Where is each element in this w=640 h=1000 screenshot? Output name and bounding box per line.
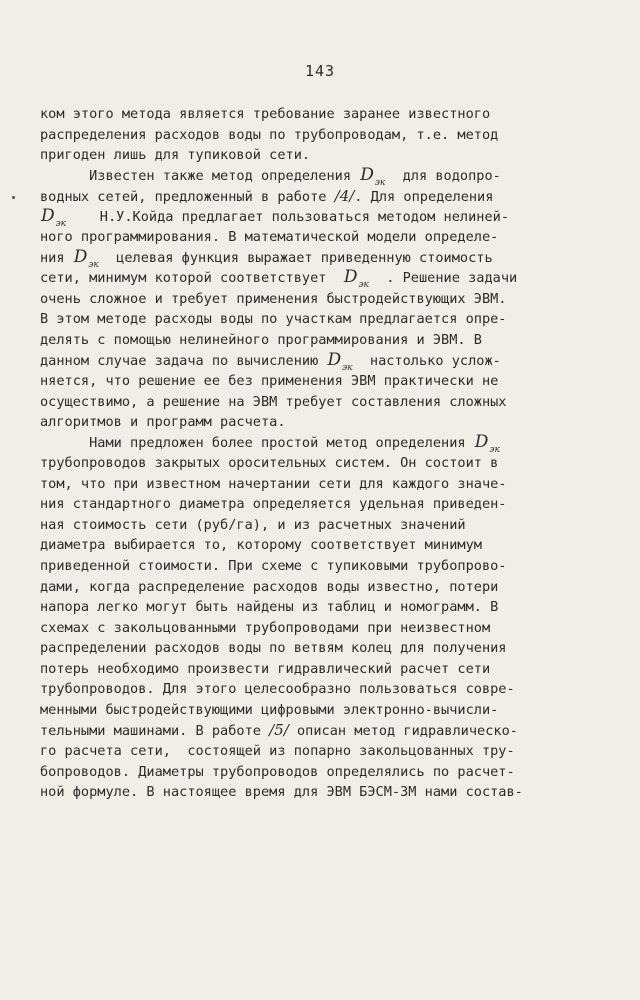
line-text: водных сетей, предложенный в работе: [40, 189, 335, 206]
text-line: [40, 166, 600, 187]
text-line: [40, 535, 600, 556]
text-line: [40, 453, 600, 474]
text-line: [40, 330, 600, 351]
text-line: [40, 556, 600, 577]
line-text: для водопро-: [386, 167, 501, 184]
page-number: 143: [304, 62, 336, 80]
line-text: дами, когда распределение расходов воды известно, потери: [40, 578, 499, 595]
text-line: [40, 227, 600, 248]
text-line: [40, 494, 600, 515]
line-text: схемах с закольцованными трубопроводами при неизвестном: [40, 619, 491, 636]
line-text: няется, что решение ее без применения ЭВМ практически не: [40, 373, 499, 390]
line-text: Известен также метод определения: [40, 167, 360, 184]
line-text: . Решение задачи: [369, 270, 518, 287]
text-line: [40, 392, 600, 413]
text-line: [40, 248, 600, 269]
text-line: [40, 145, 600, 166]
text-line: [40, 268, 600, 289]
margin-dot: [12, 196, 15, 199]
line-text: го расчета сети, состоящей из попарно закольцованных тру-: [40, 742, 515, 759]
line-text: трубопроводов закрытых оросительных систем. Он состоит в: [40, 455, 499, 472]
symbol-letter: D: [343, 268, 358, 288]
line-text: ком этого метода является требование заранее известного: [40, 106, 491, 122]
handwritten-symbol: [475, 433, 500, 452]
symbol-subscript: эк: [55, 218, 67, 228]
line-text: пригоден лишь для тупиковой сети.: [40, 147, 311, 164]
line-text: ная стоимость сети (руб/га), и из расчетных значений: [40, 516, 466, 533]
line-text: осуществимо, а решение на ЭВМ требует составления сложных: [40, 393, 507, 410]
symbol-letter: D: [327, 350, 342, 370]
symbol-subscript: эк: [489, 444, 500, 454]
line-text: настолько услож-: [353, 352, 501, 369]
line-text: распределении расходов воды по ветвям колец для получения: [40, 640, 507, 657]
line-text: Н.У.Койда предлагает пользоваться методом нелиней-: [67, 208, 510, 225]
line-text: ния стандартного диаметра определяется удельная приведен-: [40, 496, 507, 513]
symbol-subscript: эк: [374, 177, 386, 187]
text-line: [40, 679, 600, 700]
text-line: [40, 433, 600, 454]
line-text: приведенной стоимости. При схеме с тупиковыми трубопрово-: [40, 558, 507, 575]
citation-reference: /5/: [269, 721, 289, 740]
handwritten-symbol: [41, 207, 66, 226]
line-text: ной формуле. В настоящее время для ЭВМ БЭСМ-3М нами состав-: [40, 784, 523, 801]
line-text: Нами предложен более простой метод определения: [40, 434, 474, 451]
line-text: менными быстродействующими цифровыми электронно-вычисли-: [40, 701, 499, 718]
line-text: описан метод гидравлическо-: [288, 723, 518, 740]
text-line: [40, 104, 600, 125]
text-line: [40, 741, 600, 762]
line-text: потерь необходимо произвести гидравлический расчет сети: [40, 660, 491, 677]
citation-reference: /4/: [334, 187, 355, 206]
text-line: [40, 309, 600, 330]
text-line: [40, 782, 600, 803]
symbol-letter: D: [73, 247, 88, 267]
line-text: делять с помощью нелинейного программирования и ЭВМ. В: [40, 332, 482, 349]
symbol-subscript: эк: [342, 362, 353, 372]
line-text: сети, минимум которой соответствует: [40, 270, 343, 287]
text-line: [40, 371, 600, 392]
text-line: [40, 638, 600, 659]
text-line: [40, 186, 600, 207]
line-text: алгоритмов и программ расчета.: [40, 414, 286, 431]
text-line: [40, 412, 600, 433]
text-line: [40, 618, 600, 639]
handwritten-symbol: [360, 166, 385, 185]
text-line: [40, 597, 600, 618]
symbol-letter: D: [41, 206, 55, 226]
line-text: данном случае задача по вычислению: [40, 352, 327, 369]
text-line: [40, 515, 600, 536]
text-line: [40, 289, 600, 310]
line-text: тельными машинами. В работе: [40, 723, 270, 740]
body-text: [40, 104, 600, 803]
line-text: диаметра выбирается то, которому соответствует минимум: [40, 537, 482, 554]
line-text: целевая функция выражает приведенную стоимость: [99, 249, 493, 266]
line-text: ного программирования. В математической модели определе-: [40, 229, 499, 246]
text-line: [40, 720, 600, 741]
line-text: том, что при известном начертании сети для каждого значе-: [40, 475, 507, 492]
symbol-letter: D: [360, 165, 374, 185]
line-text: трубопроводов. Для этого целесообразно пользоваться совре-: [40, 681, 515, 698]
line-text: . Для определения: [354, 189, 494, 206]
text-line: [40, 125, 600, 146]
text-line: [40, 351, 600, 372]
symbol-letter: D: [474, 432, 489, 452]
line-text: очень сложное и требует применения быстродействующих ЭВМ.: [40, 290, 507, 307]
line-text: бопроводов. Диаметры трубопроводов определялись по расчет-: [40, 763, 515, 780]
line-text: ния: [40, 249, 73, 266]
text-line: [40, 700, 600, 721]
text-line: [40, 577, 600, 598]
text-line: [40, 659, 600, 680]
text-line: [40, 207, 600, 228]
symbol-subscript: эк: [88, 259, 99, 269]
text-line: [40, 762, 600, 783]
handwritten-symbol: [344, 268, 369, 287]
text-line: [40, 474, 600, 495]
handwritten-symbol: [327, 351, 352, 370]
line-text: распределения расходов воды по трубопроводам, т.е. метод: [40, 126, 499, 143]
line-text: В этом методе расходы воды по участкам предлагается опре-: [40, 311, 507, 328]
line-text: напора легко могут быть найдены из таблиц и номограмм. В: [40, 599, 499, 616]
symbol-subscript: эк: [358, 280, 369, 289]
handwritten-symbol: [74, 248, 99, 267]
